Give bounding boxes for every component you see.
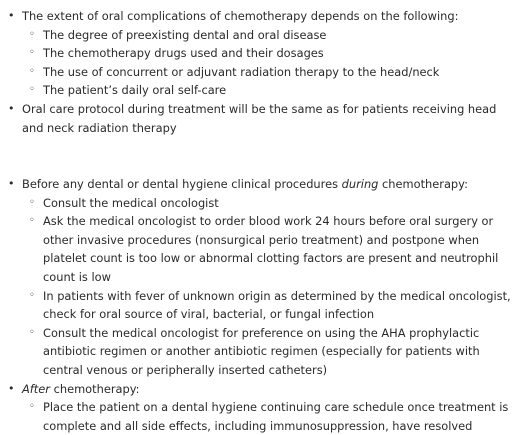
list-subitem [0,287,513,324]
circle-bullet-icon: ◦ [29,47,35,59]
emphasis-after: After [22,381,50,396]
list-subitem [0,26,513,45]
bullet-icon: • [8,101,15,115]
list-item [0,100,512,137]
text-after: chemotherapy: [49,381,140,396]
circle-bullet-icon: ◦ [29,28,35,40]
circle-bullet-icon: ◦ [29,84,35,96]
circle-bullet-icon: ◦ [29,326,35,338]
list-subitem [0,212,513,286]
list-subitem [0,194,513,213]
chemotherapy-procedures-list [0,175,513,435]
list-subitem-text: The use of concurrent or adjuvant radiation therapy to the head/neck [43,64,440,79]
bullet-icon: • [8,177,15,190]
list-subitem [0,63,513,82]
list-subitem [0,81,513,100]
oral-complications-list [0,7,513,137]
list-subitem-text: Consult the medical oncologist [43,195,219,210]
list-subitem-text: Ask the medical oncologist to order blood work 24 hours before oral surgery or other invasive procedures (nonsurgical perio treatment) and postpone when platelet count is too low or abnormal clotting factors are present and neutrophil count is low [43,214,499,284]
list-subitem-text: The chemotherapy drugs used and their dosages [43,46,324,61]
list-item [0,7,512,26]
circle-bullet-icon: ◦ [29,215,35,227]
list-subitem-text: Place the patient on a dental hygiene continuing care schedule once treatment is complete and all side effects, including immunosuppression, have resolved [43,400,509,433]
bullet-icon: • [8,9,15,22]
list-subitem-text: Consult the medical oncologist for preference on using the AHA prophylactic antibiotic regimen or another antibiotic regimen (especially for patients with central venous or peripherally inserted catheters) [43,325,480,377]
list-subitem [0,44,513,63]
circle-bullet-icon: ◦ [29,65,35,77]
list-subitem-text: The patient’s daily oral self-care [43,83,227,98]
list-subitem-text: The degree of preexisting dental and oral disease [43,27,327,42]
text-after: chemotherapy: [378,177,468,191]
list-item-text [22,382,139,396]
list-subitem [0,324,513,380]
bullet-icon: • [8,381,15,395]
list-item [0,380,512,399]
text-before: Before any dental or dental hygiene clinical procedures [22,177,342,191]
circle-bullet-icon: ◦ [29,401,35,413]
list-item-text: Oral care protocol during treatment will be the same as for patients receiving head and neck radiation therapy [22,101,497,135]
list-item [0,175,512,194]
list-subitem-text: In patients with fever of unknown origin as determined by the medical oncologist, check for oral source of viral, bacterial, or fungal infection [43,288,511,322]
circle-bullet-icon: ◦ [29,196,35,208]
list-item-text [22,177,468,191]
emphasis-during: during [341,177,379,191]
list-subitem [0,398,513,435]
circle-bullet-icon: ◦ [29,289,35,301]
list-item-text: The extent of oral complications of chemotherapy depends on the following: [22,9,459,23]
